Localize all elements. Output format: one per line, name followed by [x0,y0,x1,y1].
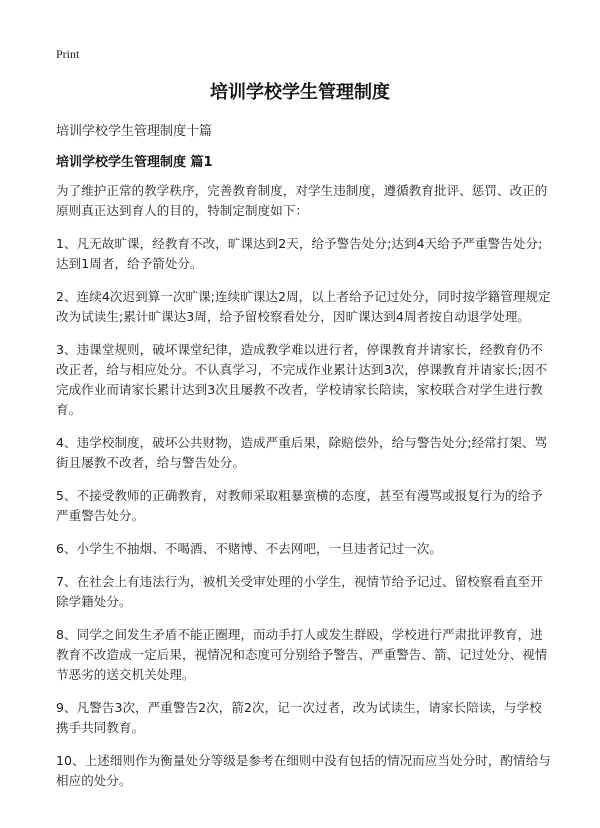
section-heading: 培训学校学生管理制度 篇1 [56,155,213,170]
document-body [56,181,552,804]
rule-paragraph-8: 8、同学之间发生矛盾不能正圈理，而动手打人或发生群殴，学校进行严肃批评教育，进教育不改造成一定后果，视情况和态度可分别给予警告、严重警告、箭、记过处分、视情节恶劣的送交机关处理。 [56,627,548,682]
rule-paragraph-5: 5、不接受教师的正确教育，对教师采取粗暴蛮横的态度，甚至有漫骂或报复行为的给予严重警告处分。 [56,488,543,523]
page-title: 培训学校学生管理制度 [210,82,390,103]
print-link[interactable]: Print [56,47,80,61]
document-subtitle: 培训学校学生管理制度十篇 [56,124,213,139]
rule-paragraph-7: 7、在社会上有违法行为，被机关受审处理的小学生，视情节给予记过、留校察看直至开除学籍处分。 [56,574,543,609]
rule-paragraph-10: 10、上述细则作为衡量处分等级是参考在细则中没有包括的情况而应当处分时，酌情给与相应的处分。 [56,753,551,788]
intro-paragraph: 为了维护正常的教学秩序，完善教育制度，对学生违制度，遵循教育批评、惩罚、改正的原则真正达到育人的目的，特制定制度如下： [56,183,548,218]
rule-paragraph-2: 2、连续4次迟到算一次旷课;连续旷课达2周，以上者给予记过处分，同时按学籍管理规定改为试读生;累计旷课达3周，给予留校察看处分，因旷课达到4周者按自动退学处理。 [56,289,551,324]
rule-paragraph-1: 1、凡无故旷课，经教育不改，旷课达到2天，给予警告处分;达到4天给予严重警告处分;达到1周者，给予箭处分。 [56,236,543,271]
rule-paragraph-9: 9、凡警告3次，严重警告2次，箭2次，记一次过者，改为试读生，请家长陪读，与学校携手共同教育。 [56,700,542,735]
rule-paragraph-6: 6、小学生不抽烟、不喝酒、不赌博、不去网吧，一旦违者记过一次。 [56,541,443,556]
rule-paragraph-3: 3、违课堂规则，破坏课堂纪律，造成教学难以进行者，停课教育并请家长，经教育仍不改正者，给与相应处分。不认真学习，不完成作业累计达到3次，停课教育并请家长;因不完成作业而请家长累计达到3次且屡教不改者，学校请家长陪读，家校联合对学生进行教育。 [56,342,548,417]
rule-paragraph-4: 4、违学校制度，破坏公共财物，造成严重后果，除赔偿外，给与警告处分;经常打架、骂街且屡教不改者，给与警告处分。 [56,435,548,470]
